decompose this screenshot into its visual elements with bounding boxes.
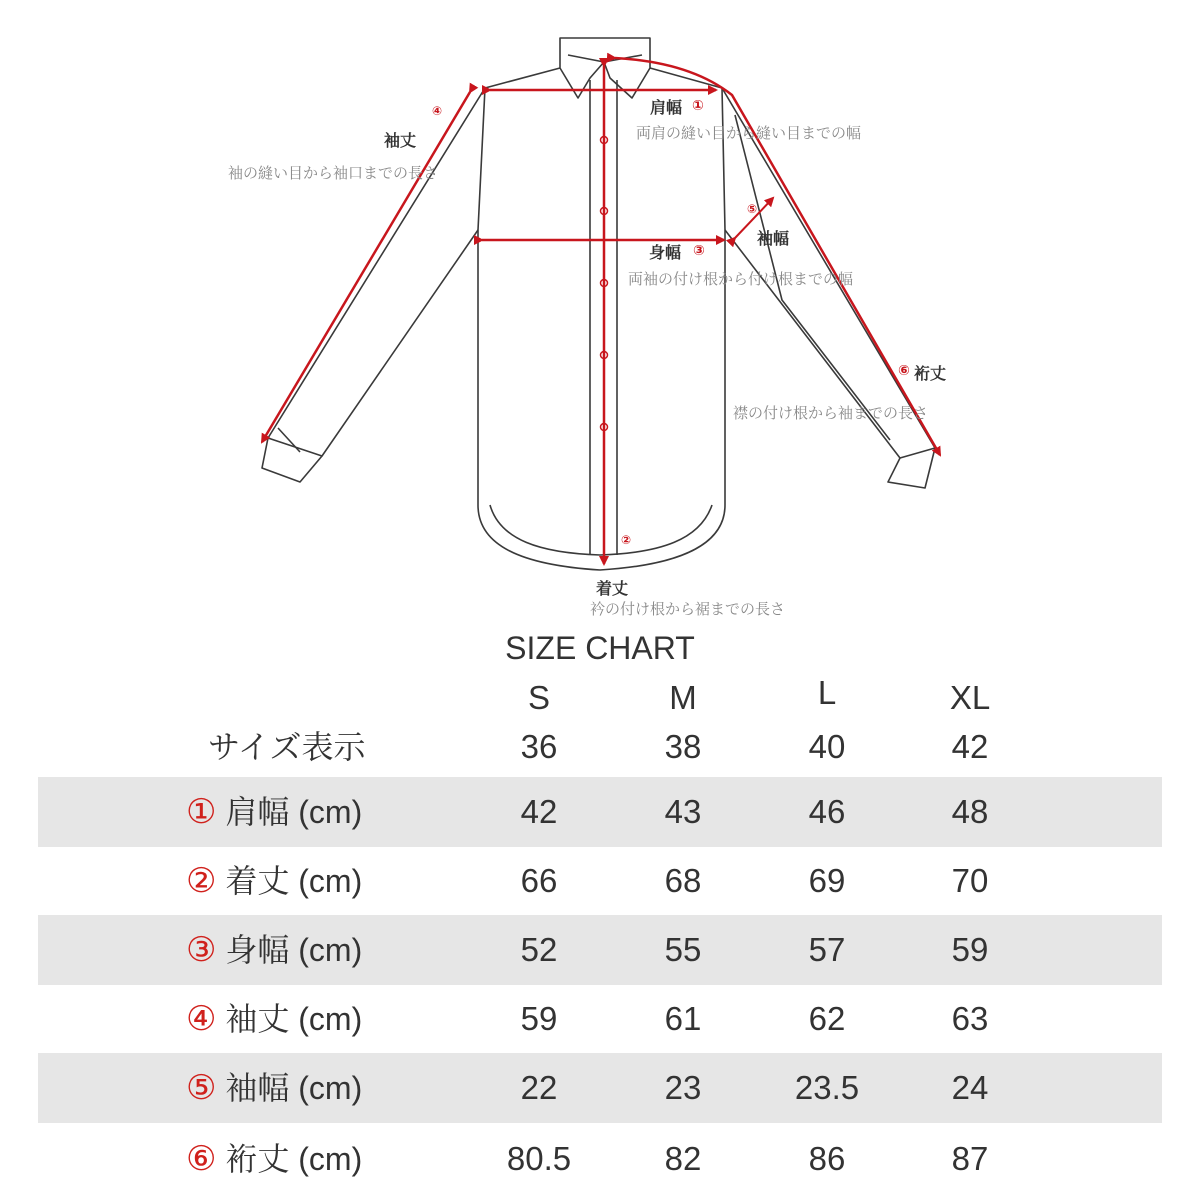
sleeve-width-number: ⑤ — [747, 202, 758, 216]
size-chart-table — [38, 0, 1162, 1200]
sleeve-width-title: 袖幅 — [757, 229, 790, 248]
value-l: 86 — [808, 1140, 846, 1177]
value-m: 43 — [664, 793, 702, 830]
row-label-text: 肩幅 (cm) — [225, 794, 363, 830]
value-s: 66 — [520, 862, 558, 899]
size-header-xl: XL — [949, 679, 991, 716]
value-l: 57 — [808, 931, 846, 968]
value-xl: 48 — [951, 793, 989, 830]
value-s: 22 — [520, 1069, 558, 1106]
row-label-text: 袖幅 (cm) — [225, 1070, 363, 1106]
value-m: 55 — [664, 931, 702, 968]
row-number: ④ — [186, 1000, 217, 1038]
measure-row-label — [186, 846, 362, 916]
value-l: 62 — [808, 1000, 846, 1037]
measure-row-label — [186, 777, 362, 847]
size-chart-title-text: SIZE CHART — [505, 630, 695, 666]
row-label-text: 袖丈 (cm) — [225, 1001, 363, 1037]
row-label-text: 裄丈 (cm) — [225, 1141, 363, 1177]
shoulder-width-number: ① — [692, 98, 704, 114]
measure-row-label — [186, 1124, 362, 1194]
measure-row-sleeve-width — [38, 1053, 1162, 1123]
measure-row-sleeve-length — [38, 984, 1162, 1054]
yuki-length-title: 裄丈 — [914, 364, 947, 383]
size-display-xl: 42 — [951, 728, 989, 765]
size-display-l: 40 — [808, 728, 846, 765]
yuki-length-number: ⑥ — [898, 363, 910, 379]
measure-row-chest — [38, 915, 1162, 985]
value-s: 52 — [520, 931, 558, 968]
value-s: 59 — [520, 1000, 558, 1037]
measure-row-length — [38, 846, 1162, 916]
sleeve-length-number: ④ — [432, 104, 443, 118]
measure-row-yuki-length — [38, 1124, 1162, 1194]
size-header-l: L — [817, 674, 837, 711]
size-display-row — [38, 712, 1162, 782]
value-xl: 87 — [951, 1140, 989, 1177]
shoulder-width-title: 肩幅 — [650, 98, 683, 117]
size-display-s: 36 — [520, 728, 558, 765]
chest-width-number: ③ — [693, 243, 705, 259]
value-l: 69 — [808, 862, 846, 899]
value-l: 23.5 — [794, 1069, 860, 1106]
sleeve-length-title: 袖丈 — [384, 131, 417, 150]
value-xl: 59 — [951, 931, 989, 968]
shoulder-width-desc: 両肩の縫い目から縫い目までの幅 — [636, 124, 862, 142]
sleeve-length-desc: 袖の縫い目から袖口までの長さ — [228, 164, 439, 182]
row-label-text: 身幅 (cm) — [225, 932, 363, 968]
value-l: 46 — [808, 793, 846, 830]
value-s: 42 — [520, 793, 558, 830]
row-number: ① — [186, 793, 217, 831]
value-m: 68 — [664, 862, 702, 899]
measure-row-label — [186, 915, 362, 985]
length-desc: 衿の付け根から裾までの長さ — [590, 600, 786, 618]
row-number: ⑥ — [186, 1140, 217, 1178]
value-xl: 70 — [951, 862, 989, 899]
measure-row-label — [186, 1053, 362, 1123]
size-header-s: S — [527, 679, 550, 716]
length-title: 着丈 — [596, 579, 629, 598]
value-m: 23 — [664, 1069, 702, 1106]
row-number: ② — [186, 862, 217, 900]
yuki-length-desc: 襟の付け根から袖までの長さ — [733, 404, 929, 422]
value-m: 82 — [664, 1140, 702, 1177]
row-label-text: 着丈 (cm) — [225, 863, 363, 899]
measure-row-shoulder — [38, 777, 1162, 847]
size-display-label: サイズ表示 — [208, 729, 366, 765]
chest-width-title: 身幅 — [649, 243, 682, 262]
value-xl: 63 — [951, 1000, 989, 1037]
measure-row-label — [186, 984, 362, 1054]
value-s: 80.5 — [506, 1140, 572, 1177]
row-number: ③ — [186, 931, 217, 969]
row-number: ⑤ — [186, 1069, 217, 1107]
length-number: ② — [621, 533, 632, 547]
size-header-m: M — [669, 679, 697, 716]
size-display-m: 38 — [664, 728, 702, 765]
value-xl: 24 — [951, 1069, 989, 1106]
chest-width-desc: 両袖の付け根から付け根までの幅 — [628, 270, 854, 288]
value-m: 61 — [664, 1000, 702, 1037]
